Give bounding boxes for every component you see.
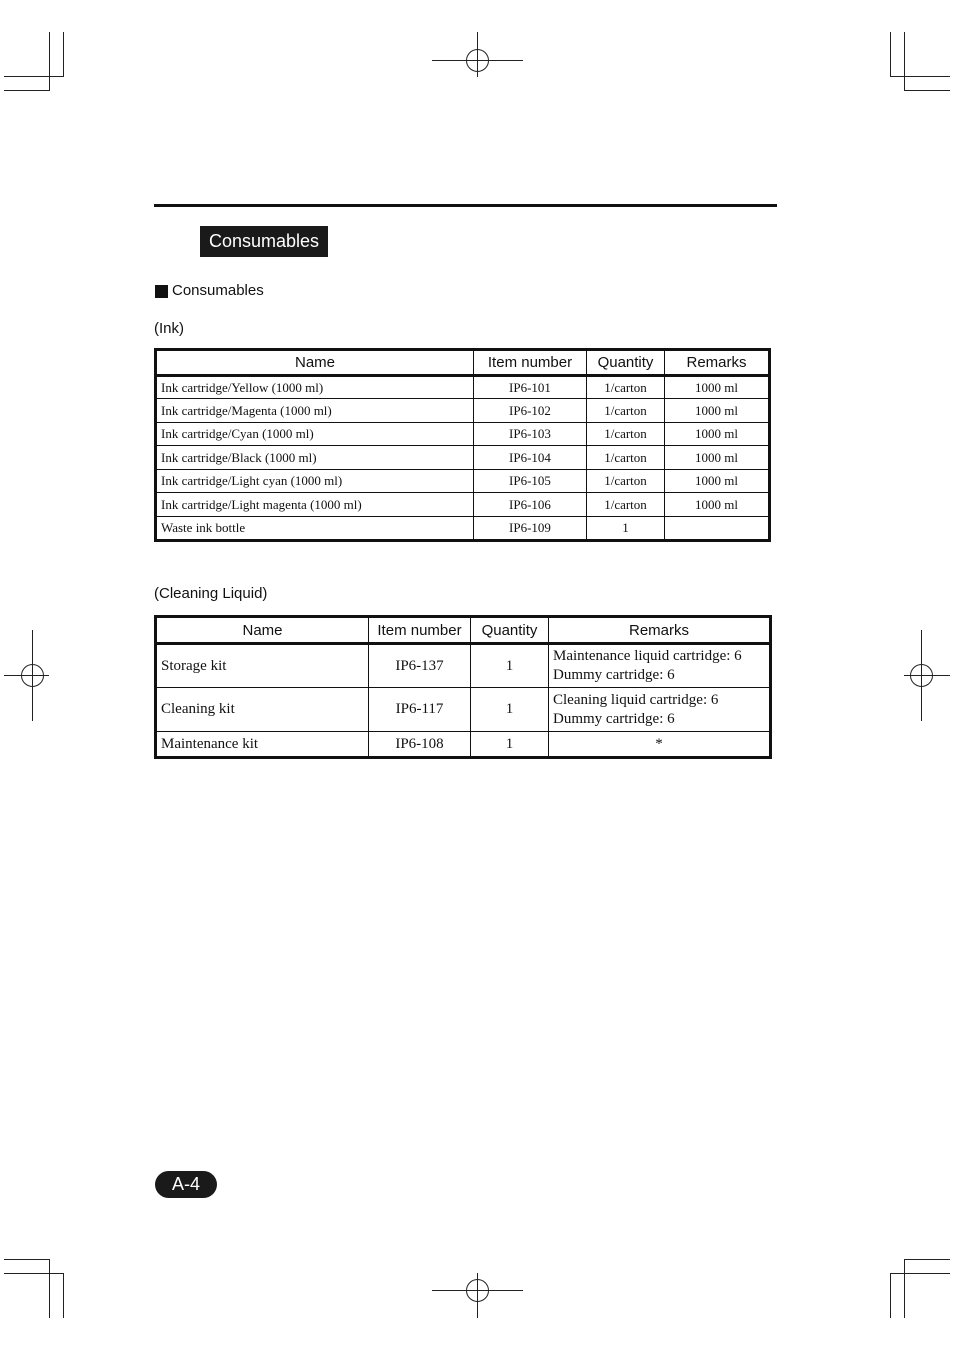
cell-name: Ink cartridge/Magenta (1000 ml): [156, 399, 474, 423]
table-row: [156, 732, 771, 758]
crop-mark: [904, 32, 905, 91]
cell-name: Ink cartridge/Cyan (1000 ml): [156, 423, 474, 446]
cell-quantity: 1: [587, 517, 665, 541]
cell-item-number: IP6-106: [474, 493, 587, 517]
cell-quantity: 1: [471, 732, 549, 758]
cell-quantity: 1: [471, 688, 549, 732]
section-title: Consumables: [200, 226, 328, 257]
cell-name: Cleaning kit: [156, 688, 369, 732]
cell-remarks: 1000 ml: [665, 399, 770, 423]
crop-mark: [904, 1259, 905, 1318]
cell-remarks: 1000 ml: [665, 423, 770, 446]
cell-name: Maintenance kit: [156, 732, 369, 758]
column-header-quantity: Quantity: [587, 350, 665, 376]
column-header-name: Name: [156, 350, 474, 376]
cell-item-number: IP6-102: [474, 399, 587, 423]
registration-circle: [466, 1279, 489, 1302]
crop-mark: [49, 32, 50, 91]
cell-item-number: IP6-109: [474, 517, 587, 541]
cell-name: Ink cartridge/Yellow (1000 ml): [156, 376, 474, 399]
crop-mark: [904, 90, 950, 91]
cell-remarks: [549, 688, 771, 732]
bullet-square-icon: [155, 285, 168, 298]
crop-mark: [63, 1273, 64, 1318]
table-row: [156, 517, 770, 541]
table-row: [156, 446, 770, 470]
column-header-name: Name: [156, 617, 369, 644]
cell-remarks: [549, 644, 771, 688]
crop-mark: [890, 32, 891, 77]
table-row: [156, 376, 770, 399]
crop-mark: [63, 32, 64, 77]
cell-name: Storage kit: [156, 644, 369, 688]
cell-quantity: 1: [471, 644, 549, 688]
crop-mark: [4, 90, 50, 91]
column-header-item-number: Item number: [369, 617, 471, 644]
crop-mark: [4, 1259, 50, 1260]
subsection-heading: [155, 282, 264, 300]
table-row: [156, 688, 771, 732]
column-header-item-number: Item number: [474, 350, 587, 376]
cell-item-number: IP6-137: [369, 644, 471, 688]
cell-name: Ink cartridge/Light magenta (1000 ml): [156, 493, 474, 517]
cell-quantity: 1/carton: [587, 446, 665, 470]
cell-remarks: 1000 ml: [665, 376, 770, 399]
crop-mark: [890, 1273, 950, 1274]
crop-mark: [49, 1259, 50, 1318]
table-row: [156, 470, 770, 493]
cell-item-number: IP6-101: [474, 376, 587, 399]
subsection-title: Consumables: [172, 282, 264, 299]
cell-quantity: 1/carton: [587, 493, 665, 517]
cell-name: Ink cartridge/Light cyan (1000 ml): [156, 470, 474, 493]
table-row: [156, 399, 770, 423]
cell-remarks: [665, 517, 770, 541]
crop-mark: [4, 76, 64, 77]
cleaning-table: [154, 615, 772, 759]
remarks-line: Dummy cartridge: 6: [553, 710, 675, 727]
cell-remarks: 1000 ml: [665, 470, 770, 493]
remarks-line: Dummy cartridge: 6: [553, 667, 675, 683]
cell-name: Waste ink bottle: [156, 517, 474, 541]
column-header-quantity: Quantity: [471, 617, 549, 644]
cell-quantity: 1/carton: [587, 423, 665, 446]
cell-item-number: IP6-103: [474, 423, 587, 446]
section-rule: [154, 204, 777, 207]
ink-caption: (Ink): [154, 320, 184, 337]
cell-item-number: IP6-108: [369, 732, 471, 758]
remarks-line: Maintenance liquid cartridge: 6: [553, 648, 742, 664]
cell-remarks: 1000 ml: [665, 493, 770, 517]
crop-mark: [890, 76, 950, 77]
cell-remarks: 1000 ml: [665, 446, 770, 470]
remarks-line: Cleaning liquid cartridge: 6: [553, 691, 719, 708]
cell-quantity: 1/carton: [587, 376, 665, 399]
cell-name: Ink cartridge/Black (1000 ml): [156, 446, 474, 470]
table-row: [156, 493, 770, 517]
cell-quantity: 1/carton: [587, 399, 665, 423]
crop-mark: [904, 1259, 950, 1260]
cell-quantity: 1/carton: [587, 470, 665, 493]
registration-circle: [21, 664, 44, 687]
table-row: [156, 644, 771, 688]
page-number: A-4: [155, 1171, 217, 1198]
crop-mark: [4, 1273, 64, 1274]
crop-mark: [890, 1273, 891, 1318]
cell-item-number: IP6-105: [474, 470, 587, 493]
column-header-remarks: Remarks: [549, 617, 771, 644]
column-header-remarks: Remarks: [665, 350, 770, 376]
cell-item-number: IP6-104: [474, 446, 587, 470]
cell-remarks: *: [549, 732, 771, 758]
ink-table: [154, 348, 771, 542]
registration-circle: [466, 49, 489, 72]
table-row: [156, 423, 770, 446]
registration-circle: [910, 664, 933, 687]
cell-item-number: IP6-117: [369, 688, 471, 732]
cleaning-caption: (Cleaning Liquid): [154, 585, 268, 602]
